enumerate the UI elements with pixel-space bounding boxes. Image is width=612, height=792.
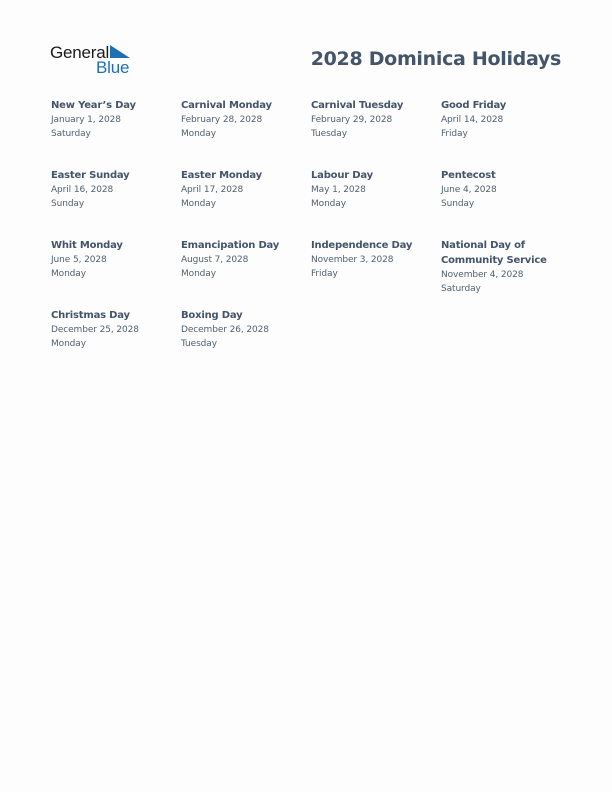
holiday-name: Carnival Monday [181,100,272,111]
holiday-weekday: Friday [441,129,468,139]
holiday-date: May 1, 2028 [311,185,366,195]
holiday-date: August 7, 2028 [181,255,249,265]
holiday-name: Boxing Day [181,310,243,321]
holiday-item [181,238,307,281]
holiday-date: February 28, 2028 [181,115,263,125]
holiday-item [311,98,437,141]
holiday-item [51,168,177,211]
holiday-name: Carnival Tuesday [311,100,404,111]
holiday-date: June 4, 2028 [441,185,497,195]
holiday-date: December 26, 2028 [181,325,269,335]
holiday-name: National Day of Community Service [441,240,547,266]
page-title: 2028 Dominica Holidays [310,48,561,70]
holiday-name: Labour Day [311,170,373,181]
holiday-item [51,98,177,141]
holiday-weekday: Monday [181,199,216,209]
generalblue-logo [50,42,136,78]
holiday-name: Independence Day [311,240,413,251]
holiday-date: January 1, 2028 [51,115,121,125]
holiday-weekday: Friday [311,269,338,279]
holiday-date: April 14, 2028 [441,115,504,125]
holiday-weekday: Monday [181,129,216,139]
holiday-name: New Year’s Day [51,100,136,111]
holiday-item [51,238,177,281]
holiday-date: February 29, 2028 [311,115,393,125]
holiday-date: November 3, 2028 [311,255,394,265]
holiday-weekday: Saturday [441,284,481,294]
holiday-weekday: Monday [51,339,86,349]
holiday-item [181,308,307,351]
holiday-weekday: Monday [51,269,86,279]
holiday-item [441,98,567,141]
holiday-date: November 4, 2028 [441,270,524,280]
holiday-weekday: Tuesday [181,339,217,349]
holiday-name: Good Friday [441,100,507,111]
holiday-weekday: Monday [311,199,346,209]
holiday-date: June 5, 2028 [51,255,107,265]
holiday-date: April 16, 2028 [51,185,114,195]
holiday-name: Emancipation Day [181,240,280,251]
logo-text-blue: Blue [96,58,130,77]
holiday-weekday: Sunday [51,199,85,209]
holiday-weekday: Tuesday [311,129,347,139]
holiday-name: Christmas Day [51,310,130,321]
holiday-weekday: Saturday [51,129,91,139]
holiday-weekday: Sunday [441,199,475,209]
holiday-item [51,308,177,351]
holiday-item [441,238,551,296]
holiday-weekday: Monday [181,269,216,279]
holiday-item [311,168,437,211]
holiday-item [311,238,437,281]
holiday-item [181,168,307,211]
holiday-name: Whit Monday [51,240,123,251]
holiday-date: December 25, 2028 [51,325,139,335]
holiday-item [181,98,307,141]
holiday-name: Pentecost [441,170,496,181]
holiday-item [441,168,567,211]
holiday-date: April 17, 2028 [181,185,244,195]
logo-text-general: General [50,43,110,62]
holiday-name: Easter Sunday [51,170,130,181]
holiday-name: Easter Monday [181,170,262,181]
